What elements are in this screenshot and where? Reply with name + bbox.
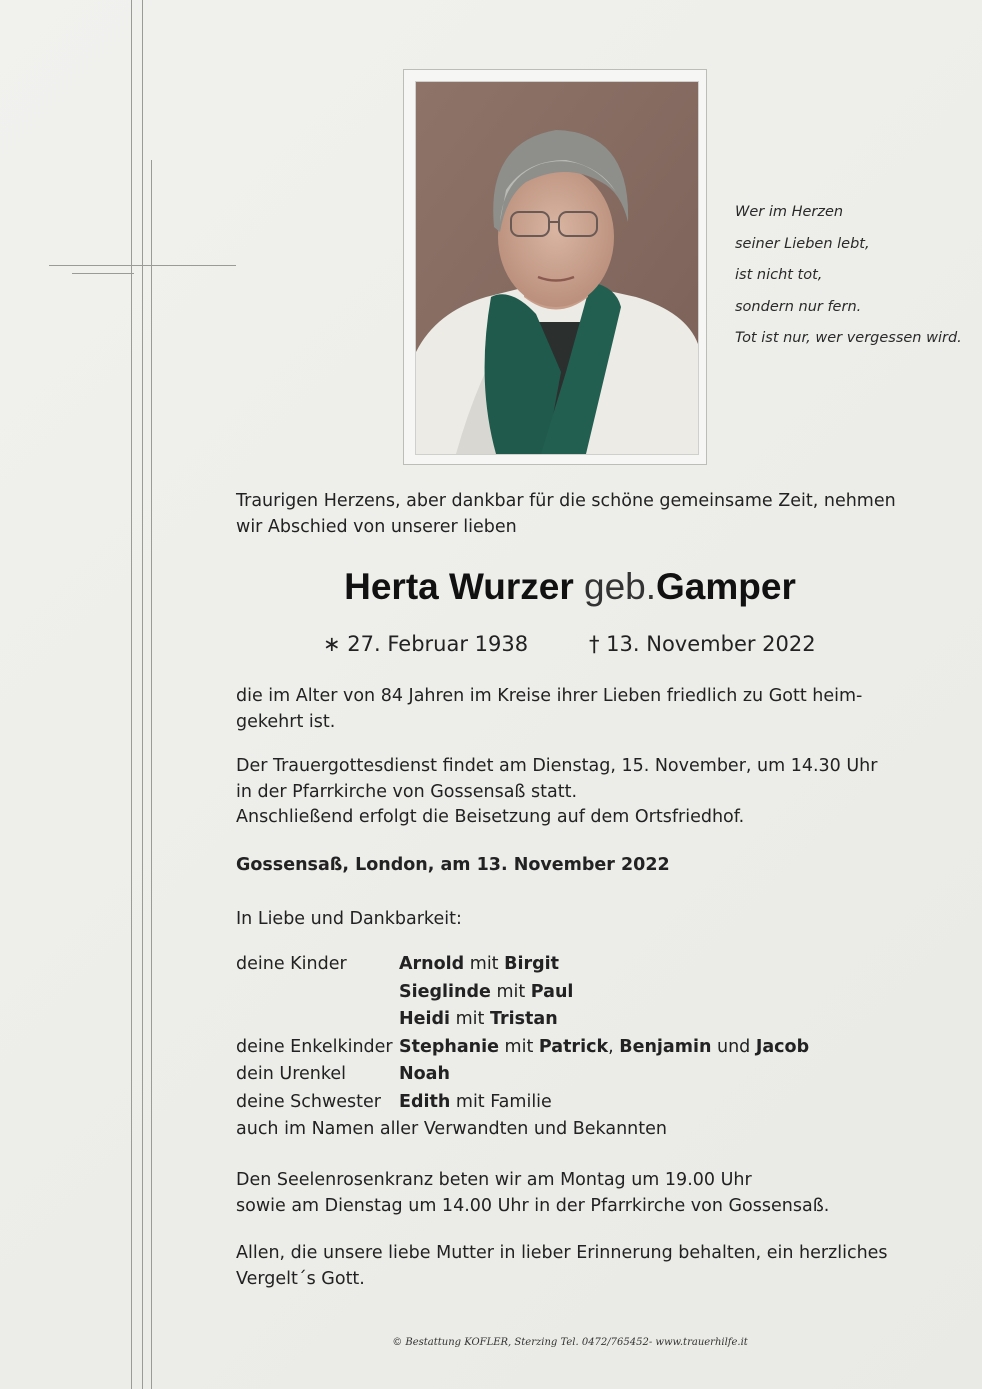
- intro-line: Traurigen Herzens, aber dankbar für die schöne gemeinsame Zeit, nehmen: [236, 491, 896, 511]
- mourner-name: Stephanie: [399, 1037, 499, 1057]
- closing-paragraph: [236, 1241, 916, 1292]
- mourner-name: Arnold: [399, 954, 465, 974]
- service-paragraph: [236, 754, 916, 831]
- service-line: Anschließend erfolgt die Beisetzung auf dem Ortsfriedhof.: [236, 807, 745, 827]
- quote-line: ist nicht tot,: [735, 267, 823, 283]
- closing-line: Allen, die unsere liebe Mutter in lieber Erinnerung behalten, ein herzliches: [236, 1243, 888, 1263]
- service-line: Der Trauergottesdienst findet am Dienstag, 15. November, um 14.30 Uhr: [236, 756, 878, 776]
- closing-line: Vergelt´s Gott.: [236, 1268, 365, 1289]
- rule-line-outer: [131, 0, 132, 1389]
- relatives-line: auch im Namen aller Verwandten und Bekannten: [236, 1119, 667, 1139]
- list-item: [236, 980, 573, 1005]
- connector: und: [716, 1037, 751, 1057]
- relation-label: deine Kinder: [236, 954, 347, 974]
- place-date: Gossensaß, London, am 13. November 2022: [236, 855, 670, 875]
- age-line: die im Alter von 84 Jahren im Kreise ihrer Lieben friedlich zu Gott heim-: [236, 686, 863, 706]
- connector: mit: [469, 954, 499, 974]
- mourner-name: Tristan: [489, 1009, 558, 1029]
- rosary-line: sowie am Dienstag um 14.00 Uhr in der Pfarrkirche von Gossensaß.: [236, 1195, 830, 1216]
- portrait-frame: [403, 69, 707, 465]
- relation-label: dein Urenkel: [236, 1064, 347, 1084]
- cross-horizontal-bottom: [72, 273, 134, 274]
- birth-date: ∗ 27. Februar 1938: [323, 632, 529, 656]
- nee-label: geb.: [584, 566, 657, 607]
- mourner-name: Jacob: [755, 1037, 810, 1057]
- connector: mit Familie: [455, 1092, 552, 1112]
- service-line: in der Pfarrkirche von Gossensaß statt.: [236, 781, 578, 802]
- list-item: [236, 1090, 552, 1115]
- mourner-name: Edith: [399, 1092, 451, 1112]
- mourner-name: Sieglinde: [399, 982, 491, 1002]
- mourner-name: Heidi: [399, 1009, 451, 1029]
- connector: mit: [496, 982, 526, 1002]
- rosary-line: Den Seelenrosenkranz beten wir am Montag um 19.00 Uhr: [236, 1170, 752, 1190]
- connector: mit: [504, 1037, 534, 1057]
- portrait-photo: [415, 81, 699, 455]
- list-item: [236, 1035, 809, 1060]
- rule-line-inner: [142, 0, 143, 1389]
- list-item: [236, 1007, 558, 1032]
- quote-line: Wer im Herzen: [735, 204, 844, 220]
- intro-paragraph: [236, 489, 916, 540]
- age-line: gekehrt ist.: [236, 711, 336, 732]
- memorial-quote: [735, 197, 975, 355]
- connector: mit: [455, 1009, 485, 1029]
- list-item: [236, 952, 559, 977]
- mourner-name: Birgit: [504, 954, 559, 974]
- quote-line: Tot ist nur, wer vergessen wird.: [735, 330, 962, 346]
- deceased-name: [236, 566, 904, 608]
- funeral-home-footer: © Bestattung KOFLER, Sterzing Tel. 0472/765452- www.trauerhilfe.it: [392, 1337, 748, 1348]
- quote-line: seiner Lieben lebt,: [735, 235, 870, 252]
- relation-label: deine Schwester: [236, 1092, 381, 1112]
- mourner-name: Noah: [399, 1064, 450, 1084]
- separator: ,: [608, 1037, 614, 1057]
- death-date: † 13. November 2022: [589, 632, 816, 656]
- intro-line: wir Abschied von unserer lieben: [236, 516, 517, 537]
- list-item: [236, 1062, 450, 1087]
- deceased-full-name: Herta Wurzer: [344, 566, 574, 607]
- cross-vertical: [151, 160, 152, 1389]
- mourner-name: Paul: [530, 982, 574, 1002]
- gratitude-heading: In Liebe und Dankbarkeit:: [236, 909, 462, 929]
- portrait-illustration: [416, 82, 698, 454]
- cross-horizontal-top: [49, 265, 236, 266]
- age-paragraph: [236, 684, 916, 735]
- mourner-name: Patrick: [538, 1037, 609, 1057]
- relation-label: deine Enkelkinder: [236, 1037, 393, 1057]
- maiden-name: Gamper: [656, 566, 796, 607]
- quote-line: sondern nur fern.: [735, 298, 862, 315]
- mourner-name: Benjamin: [619, 1037, 712, 1057]
- rosary-paragraph: [236, 1168, 916, 1219]
